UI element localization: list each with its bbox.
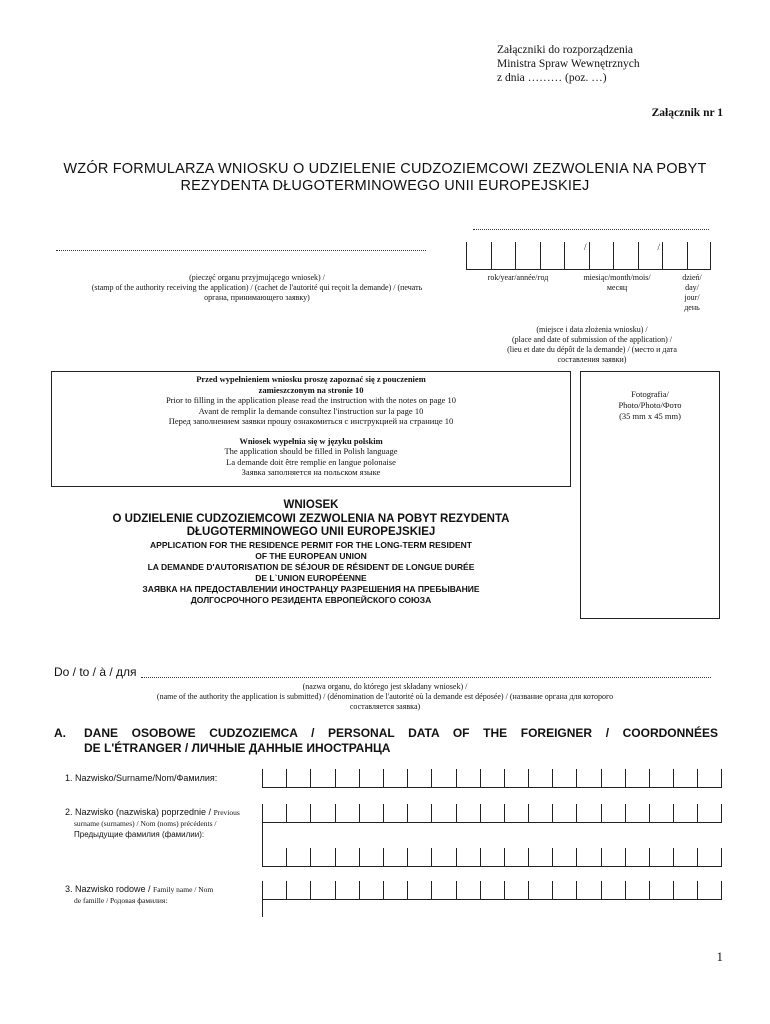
section-a-line-1: DANE OSOBOWE CUDZOZIEMCA / PERSONAL DATA OF THE FOREIGNER / COORDONNÉES [84,726,718,740]
addressee-caption-1: (nazwa organu, do którego jest składany wniosek) / [302,682,468,691]
annex-label: Załącznik nr 1 [651,107,723,119]
submission-date-field[interactable] [466,242,711,270]
month-label-2: месяц [606,283,628,292]
stamp-dotted-line [56,250,426,251]
addressee-caption-2: (name of the authority the application is submitted) / (dénomination de l'autorité où la demande est déposée) / (название органа для которого [156,692,614,701]
day-label-4: день [684,303,700,312]
year-label: rok/year/année/год [487,273,549,282]
family-name-field[interactable] [262,881,722,900]
instr-pl-1: Przed wypełnieniem wniosku proszę zapoznać się z pouczeniem [196,374,426,384]
prev-surname-small-2: surname (surnames) / Nom (noms) précédents / [74,819,217,828]
place-date-caption-2: (place and date of submission of the application) / [512,335,672,344]
section-a-heading [54,726,718,756]
page-number: 1 [716,949,723,964]
month-digit-box[interactable] [638,242,663,270]
family-name-label [65,884,260,906]
year-digit-box[interactable] [491,242,516,270]
year-digit-box[interactable] [466,242,491,270]
place-date-caption-1: (miejsce i data złożenia wniosku) / [536,325,648,334]
lang-fr: La demande doit être remplie en langue polonaise [226,456,396,467]
year-digit-box[interactable] [540,242,565,270]
app-title-en-2: OF THE EUROPEAN UNION [255,550,367,561]
place-date-caption [480,325,704,365]
day-label [669,273,715,313]
instr-ru: Перед заполнением заявки прошу ознакомиться с инструкцией на странице 10 [168,416,454,426]
instr-en: Prior to filling in the application please read the instruction with the notes on page 10 [165,395,457,405]
app-title-fr-1: LA DEMANDE D'AUTORISATION DE SÉJOUR DE RÉSIDENT DE LONGUE DURÉE [147,561,475,572]
stamp-caption-3: органа, принимающего заявку) [204,293,310,302]
instructions-box [51,371,571,487]
place-date-caption-4: составления заявки) [557,355,627,364]
form-title-line-2: REZYDENTA DŁUGOTERMINOWEGO UNII EUROPEJSKIEJ [180,178,590,194]
app-title-1: WNIOSEK [283,499,339,511]
previous-surname-field-1[interactable] [262,804,722,823]
surname-label: 1. Nazwisko/Surname/Nom/Фамилия: [65,773,218,783]
lang-en: The application should be filled in Polish language [224,446,398,456]
instr-pl-2: zamieszczonym na stronie 10 [258,384,364,395]
photo-label-3: (35 mm x 45 mm) [619,411,681,421]
photo-label-1: Fotografia/ [631,389,669,399]
addressee-caption [40,682,730,712]
surname-field[interactable] [262,769,722,788]
regulation-header [497,43,640,85]
application-title [51,499,571,606]
app-title-3: DŁUGOTERMINOWEGO UNII EUROPEJSKIEJ [186,526,436,538]
addressee-caption-3: составляется заявка) [349,702,421,711]
month-label-1: miesiąc/month/mois/ [583,273,651,282]
stamp-caption [52,273,462,303]
prev-surname-main: 2. Nazwisko (nazwiska) poprzednie / [65,807,214,817]
family-name-small-2: de famille / Родовая фамилия: [74,896,168,905]
year-digit-box[interactable] [564,242,589,270]
stamp-caption-2: (stamp of the authority receiving the application) / (cachet de l'autorité qui reçoit la demande) / (печать [91,283,423,292]
lang-pl: Wniosek wypełnia się w języku polskim [239,435,383,446]
photo-label-2: Photo/Photo/Фото [618,400,682,410]
form-title-line-1: WZÓR FORMULARZA WNIOSKU O UDZIELENIE CUDZOZIEMCOWI ZEZWOLENIA NA POBYT [63,161,707,177]
prev-surname-small-1: Previous [213,808,240,817]
day-label-1: dzień/ [682,273,702,282]
day-digit-box[interactable] [662,242,687,270]
stamp-caption-1: (pieczęć organu przyjmującego wniosek) / [189,273,325,282]
addressee-label: Do / to / à / для [54,665,137,679]
app-title-en-1: APPLICATION FOR THE RESIDENCE PERMIT FOR THE LONG-TERM RESIDENT [150,539,472,550]
header-line-1: Załączniki do rozporządzenia [497,44,634,56]
app-title-ru-1: ЗАЯВКА НА ПРЕДОСТАВЛЕНИИ ИНОСТРАНЦУ РАЗРЕШЕНИЯ НА ПРЕБЫВАНИЕ [142,583,480,594]
family-name-divider [262,899,263,917]
previous-surname-divider [262,822,263,848]
year-digit-box[interactable] [515,242,540,270]
day-label-2: day/ [685,283,699,292]
section-a-letter: A. [54,726,66,740]
place-date-caption-3: (lieu et date du dépôt de la demande) / (место и дата [507,345,677,354]
month-label [571,273,663,293]
family-name-main: 3. Nazwisko rodowe / [65,884,154,894]
day-digit-box[interactable] [687,242,712,270]
month-digit-box[interactable] [613,242,638,270]
prev-surname-small-3: Предыдущие фамилия (фамилии): [74,830,205,839]
family-name-small-1: Family name / Nom [153,885,214,894]
addressee-dotted-line[interactable] [141,677,711,678]
photo-box[interactable] [580,371,720,619]
form-title [30,161,740,195]
previous-surname-label [65,807,260,840]
instr-fr: Avant de remplir la demande consultez l'instruction sur la page 10 [198,405,424,416]
header-line-2: Ministra Spraw Wewnętrznych [497,58,640,70]
app-title-2: O UDZIELENIE CUDZOZIEMCOWI ZEZWOLENIA NA POBYT REZYDENTA [112,512,510,525]
app-title-fr-2: DE L`UNION EUROPÉENNE [255,572,367,583]
day-label-3: jour/ [684,293,700,302]
section-a-line-2: DE L'ÉTRANGER / ЛИЧНЫЕ ДАННЫЕ ИНОСТРАНЦА [84,741,391,755]
app-title-ru-2: ДОЛГОСРОЧНОГО РЕЗИДЕНТА ЕВРОПЕЙСКОГО СОЮЗА [190,594,432,605]
lang-ru: Заявка заполняется на польском языке [241,467,381,477]
place-dotted-line[interactable] [473,229,709,230]
month-digit-box[interactable] [589,242,614,270]
previous-surname-field-2[interactable] [262,848,722,867]
header-line-3: z dnia ……… (poz. …) [497,72,607,84]
